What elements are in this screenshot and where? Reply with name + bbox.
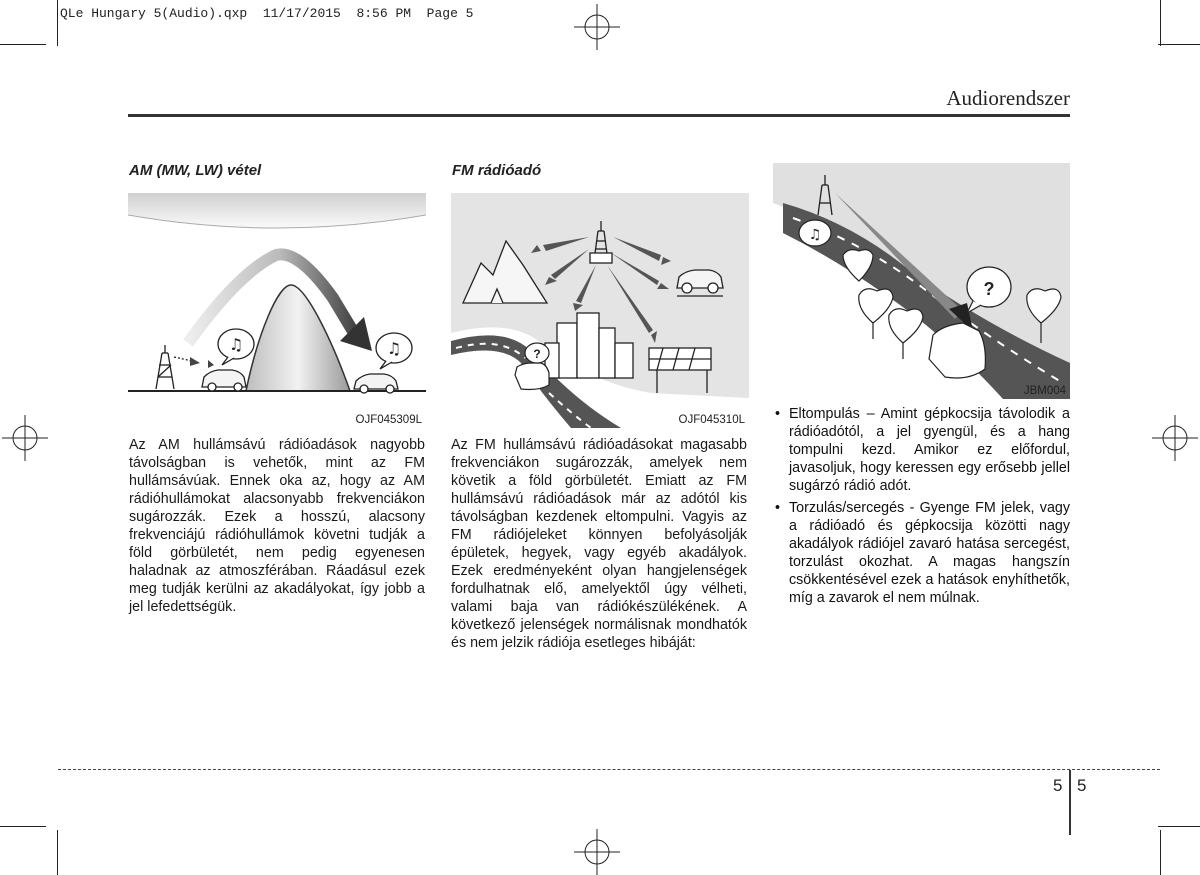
reception-question-mark: ? [983,279,995,299]
am-figure [128,193,426,428]
section-title: Audiorendszer [946,86,1070,110]
registration-mark-bottom [574,829,620,875]
bullet-distortion: • Torzulás/sercegés - Gyenge FM jelek, vagy a rádióadó és gépkocsija közötti nagy akadályok rádiójel zavaró hatása sercegést, torzulást okozhat. A magas hangszín csökkentésével ezek a hatások enyhíthetők, míg a zavarok el nem múlnak. [773,499,1070,607]
footer-dashed-rule [58,769,1160,770]
fm-paragraph: Az FM hullámsávú rádióadásokat magasabb frekvenciákon sugározzák, amelyek nem követik a föld görbületét. Emiatt az FM hullámsávú rádióadások már az adótól kis távolságban kezdenek eltompulni. Vagyis az FM rádiójeleket könnyen befolyásolják épületek, hegyek, vagy egyéb akadályok. Ezek eredményeként olyan hangjelenségek fordulhatnak elő, amelyektől úgy vélheti, valami baja van rádiókészülékének. A következő jelenségek normálisnak mondhatók és nem jelzik rádiója esetleges hibáját: [451,437,747,651]
registration-mark-top [574,4,620,50]
page-number-chapter: 5 [1053,776,1063,795]
reception-figure [773,163,1070,399]
am-heading: AM (MW, LW) vétel [129,162,262,179]
header-rule [128,114,1070,117]
registration-mark-right [1152,415,1198,461]
am-figure-code: OJF045309L [355,414,422,426]
reception-figure-code: JBM004 [1023,385,1066,397]
am-paragraph: Az AM hullámsávú rádióadások nagyobb távolságban is vehetők, mint az FM hullámsávúak. Ennek oka az, hogy az AM rádióhullámokat alacsonyabb frekvenciákon sugározzák. Ezek a hosszú, alacsony frekvenciájú rádióhullámok követni tudják a föld görbületét, nem pedig egyenesen haladnak az atmoszférában. Ráadásul ezek meg tudják kerülni az akadályokat, így jobb a jel lefedettségük. [129,437,425,615]
bullet-list [773,405,1070,611]
fm-figure [451,193,749,428]
fm-figure-code: OJF045310L [678,414,745,426]
bullet-fading: • Eltompulás – Amint gépkocsija távolodik a rádióadótól, a jel gyengül, és a hang tompulni kezd. Amikor ez előfordul, javasoljuk, hogy keressen egy erősebb jellel sugárzó rádió adót. [773,405,1070,495]
am-music-note-2: ♫ [386,339,402,358]
registration-mark-left [2,415,48,461]
page-number-page: 5 [1077,776,1087,795]
fm-heading: FM rádióadó [452,162,542,179]
am-music-note-1: ♫ [228,335,244,354]
print-slug: QLe Hungary 5(Audio).qxp 11/17/2015 8:56 PM Page 5 [60,6,474,21]
fm-question-mark: ? [533,347,541,361]
reception-music-note: ♫ [808,227,822,243]
page-number-divider [1069,770,1071,835]
